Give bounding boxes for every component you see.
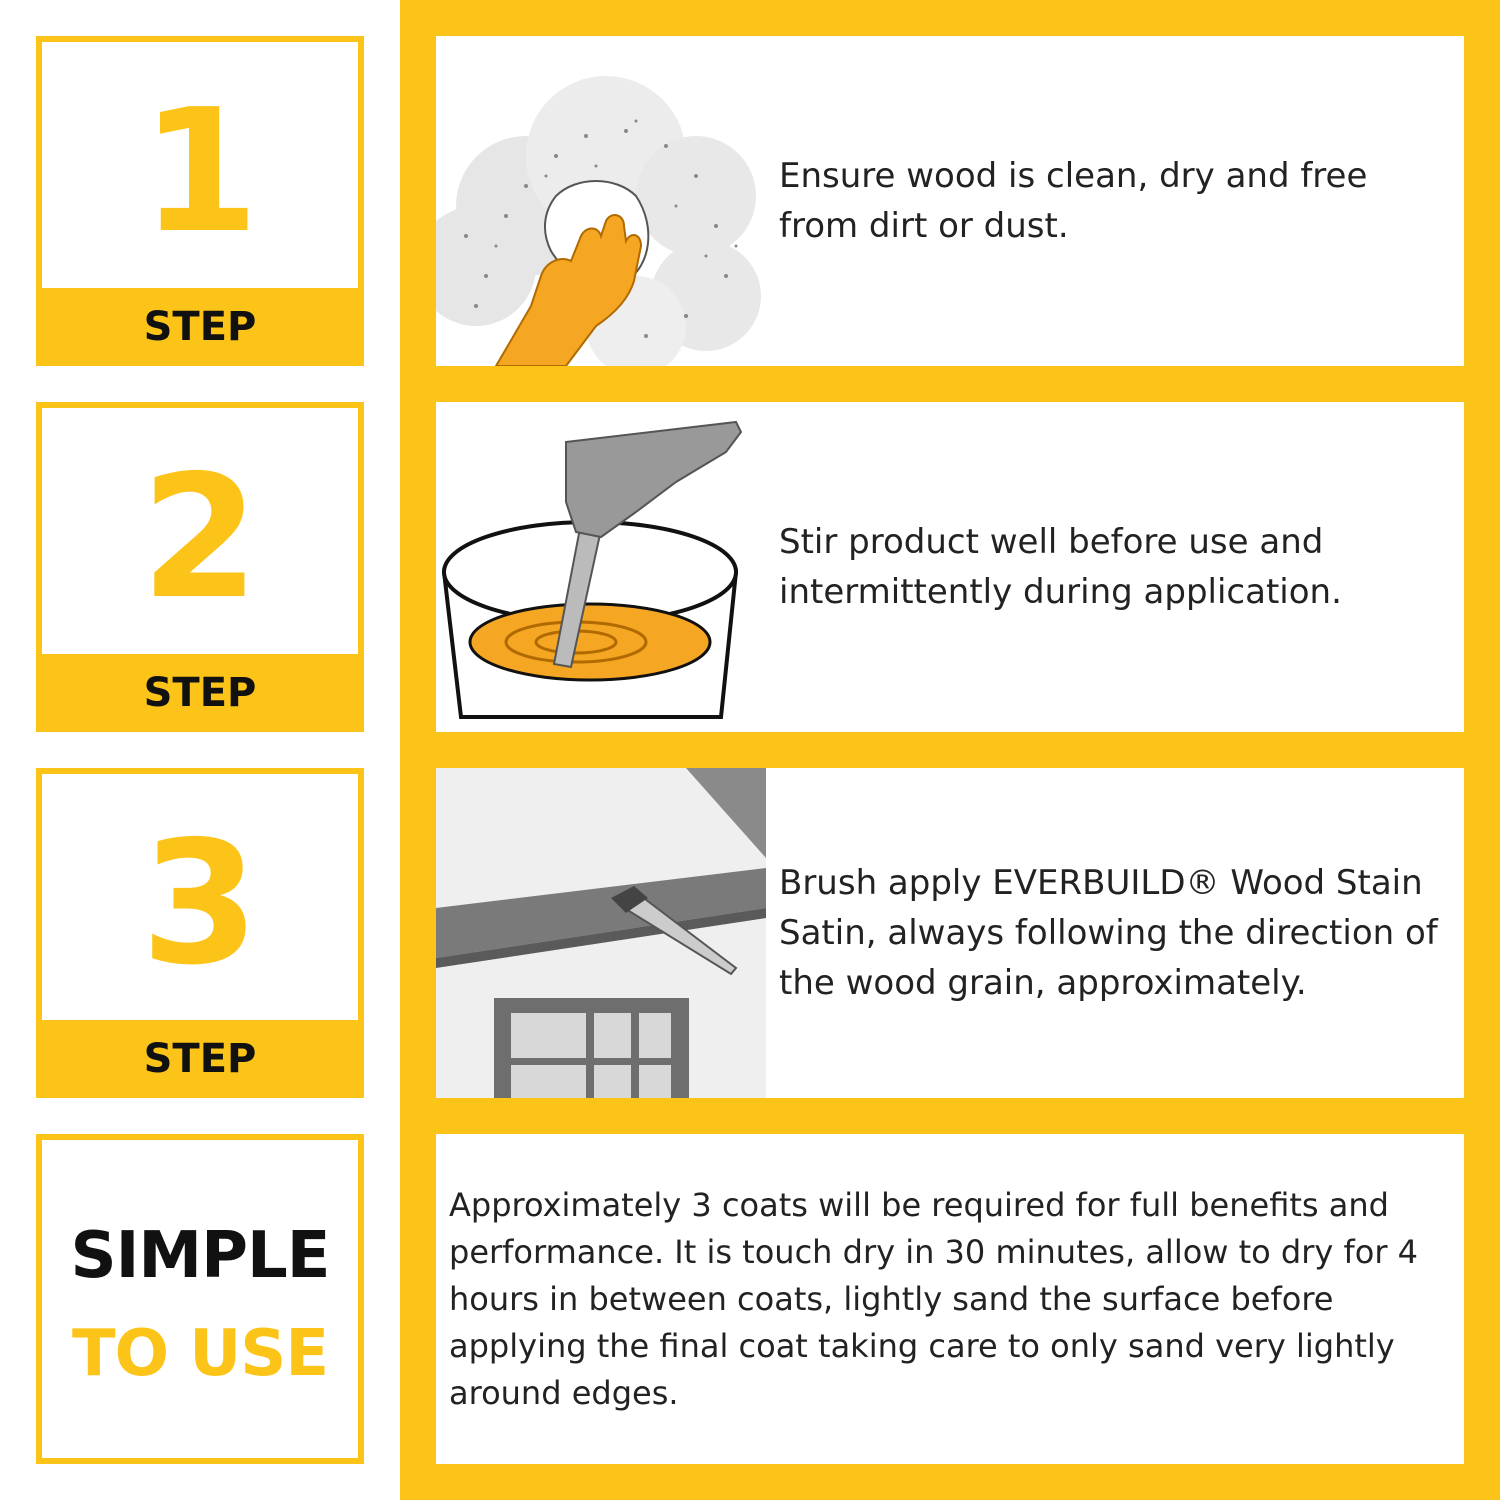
simple-to-use-box	[36, 1134, 364, 1464]
step-1-panel	[436, 36, 1464, 366]
step-2-text: Stir product well before use and intermittently during application.	[779, 522, 1342, 612]
brush-applying-stain-icon	[436, 768, 766, 1098]
step-3-box	[36, 768, 364, 1098]
step-3-text: Brush apply EVERBUILD® Wood Stain Satin, always following the direction of the wood grain, approximately.	[779, 863, 1438, 1003]
step-3-panel	[436, 768, 1464, 1098]
stirring-paint-icon	[436, 402, 766, 732]
glove-wiping-icon	[436, 36, 766, 366]
step-1-number: 1	[140, 73, 260, 271]
left-column	[0, 0, 400, 1500]
step-2-number: 2	[140, 439, 260, 637]
step-1-label: STEP	[42, 288, 358, 360]
step-3-number: 3	[140, 805, 260, 1003]
step-2-label: STEP	[42, 654, 358, 726]
info-text: Approximately 3 coats will be required for full benefits and performance. It is touch dry in 30 minutes, allow to dry for 4 hours in between coats, lightly sand the surface before applying the final coat taking care to only sand very lightly around edges.	[449, 1185, 1419, 1412]
step-2-box	[36, 402, 364, 732]
step-3-label: STEP	[42, 1020, 358, 1092]
step-2-panel	[436, 402, 1464, 732]
info-panel	[436, 1134, 1464, 1464]
simple-subtitle: TO USE	[71, 1317, 329, 1391]
step-1-box	[36, 36, 364, 366]
simple-title: SIMPLE	[70, 1219, 330, 1293]
step-1-text: Ensure wood is clean, dry and free from dirt or dust.	[779, 156, 1368, 246]
